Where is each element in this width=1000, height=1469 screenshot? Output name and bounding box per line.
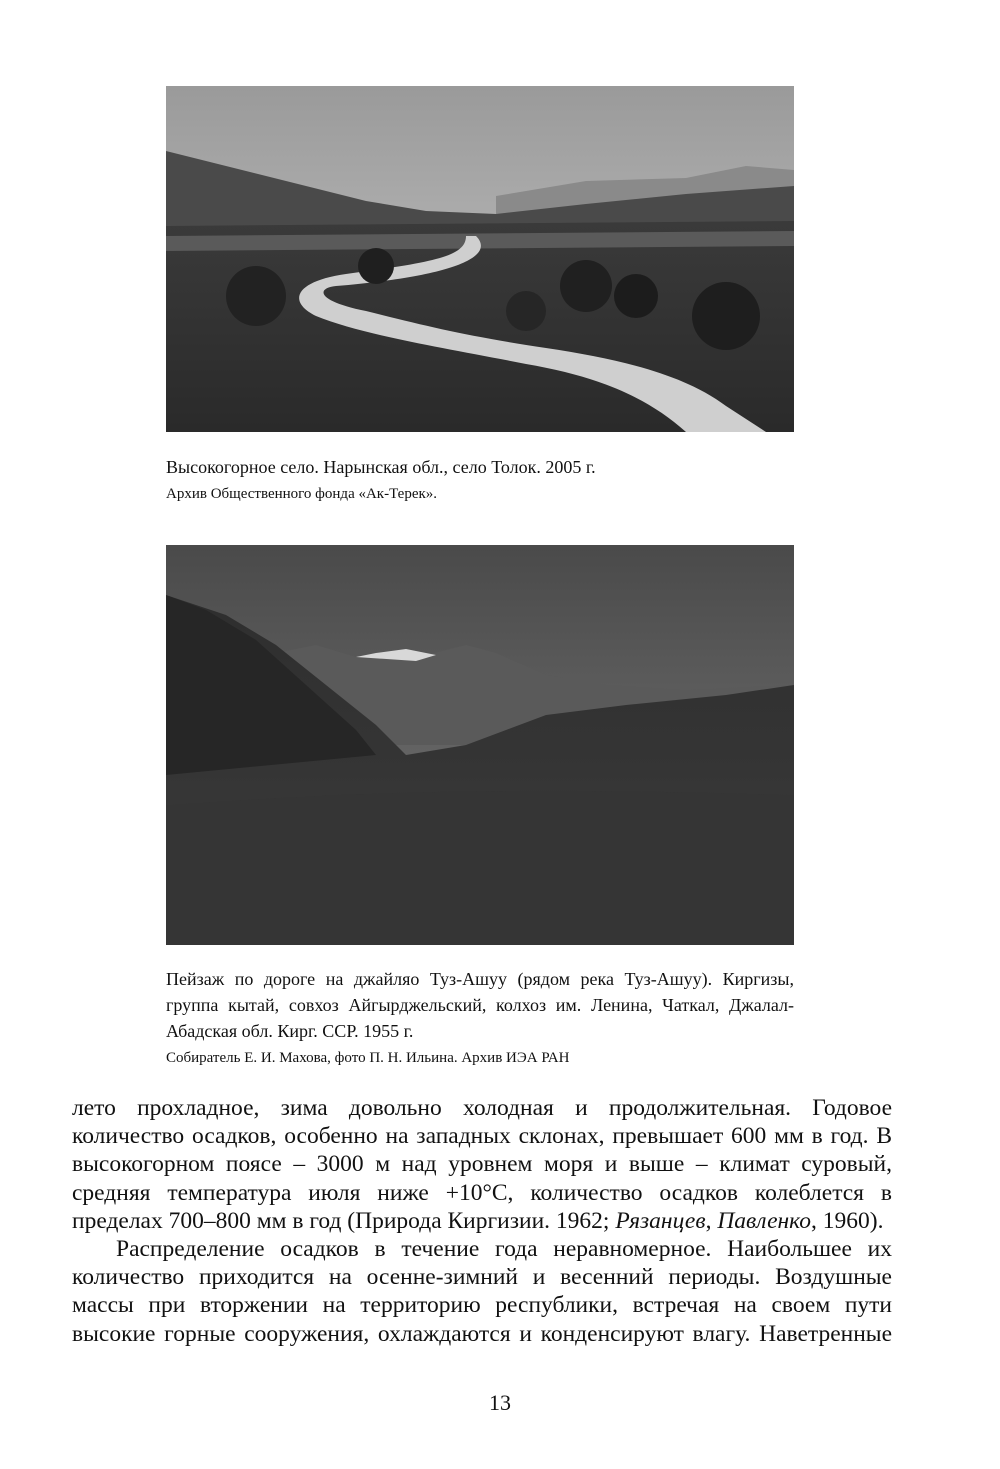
author-ryazantsev: Рязанцев	[615, 1207, 706, 1234]
paragraph-2: Распределение осадков в течение года неравномерное. Наибольшее их количество приходится на осенне-зимний и весенний периоды. Воздушные массы при вторжении на территорию республики, встречая на своем пути высокие горные сооружения, охлаждаются и конденсируют влагу. Наветренные	[72, 1236, 892, 1347]
citation-year: , 1960).	[811, 1207, 884, 1234]
paragraph-1-text: лето прохладное, зима довольно холодная и продолжительная. Годовое количество осадков, особенно на западных склонах, превышает 600 мм в год. В высокогорном поясе – 3000 м над уровнем моря и выше – климат суровый, средняя температура июля ниже +10°С, количество осадков колеблется в пределах 700–800 мм в год (Природа Киргизии. 1962;	[72, 1095, 892, 1234]
citation-separator: ,	[705, 1207, 718, 1234]
figure-2-caption	[166, 966, 794, 1068]
author-pavlenko: Павленко	[717, 1207, 812, 1234]
paragraph-1	[72, 1094, 892, 1235]
figure-2-title: Пейзаж по дороге на джайляо Туз-Ашуу (рядом река Туз-Ашуу). Киргизы, группа кытай, совхоз Айгырджельский, колхоз им. Ленина, Чаткал, Джалал-Абадская обл. Кирг. ССР. 1955 г.	[166, 969, 794, 1041]
photo-tuz-ashuu-landscape	[166, 545, 794, 945]
main-text	[72, 1094, 892, 1348]
figure-1-title: Высокогорное село. Нарынская обл., село Толок. 2005 г.	[166, 457, 596, 477]
page-number: 13	[489, 1390, 511, 1415]
photo-mountain-village	[166, 86, 794, 432]
figure-2-source: Собиратель Е. И. Махова, фото П. Н. Ильина. Архив ИЭА РАН	[166, 1050, 570, 1066]
figure-1-caption	[166, 454, 794, 504]
figure-1-source: Архив Общественного фонда «Ак-Терек».	[166, 486, 438, 502]
